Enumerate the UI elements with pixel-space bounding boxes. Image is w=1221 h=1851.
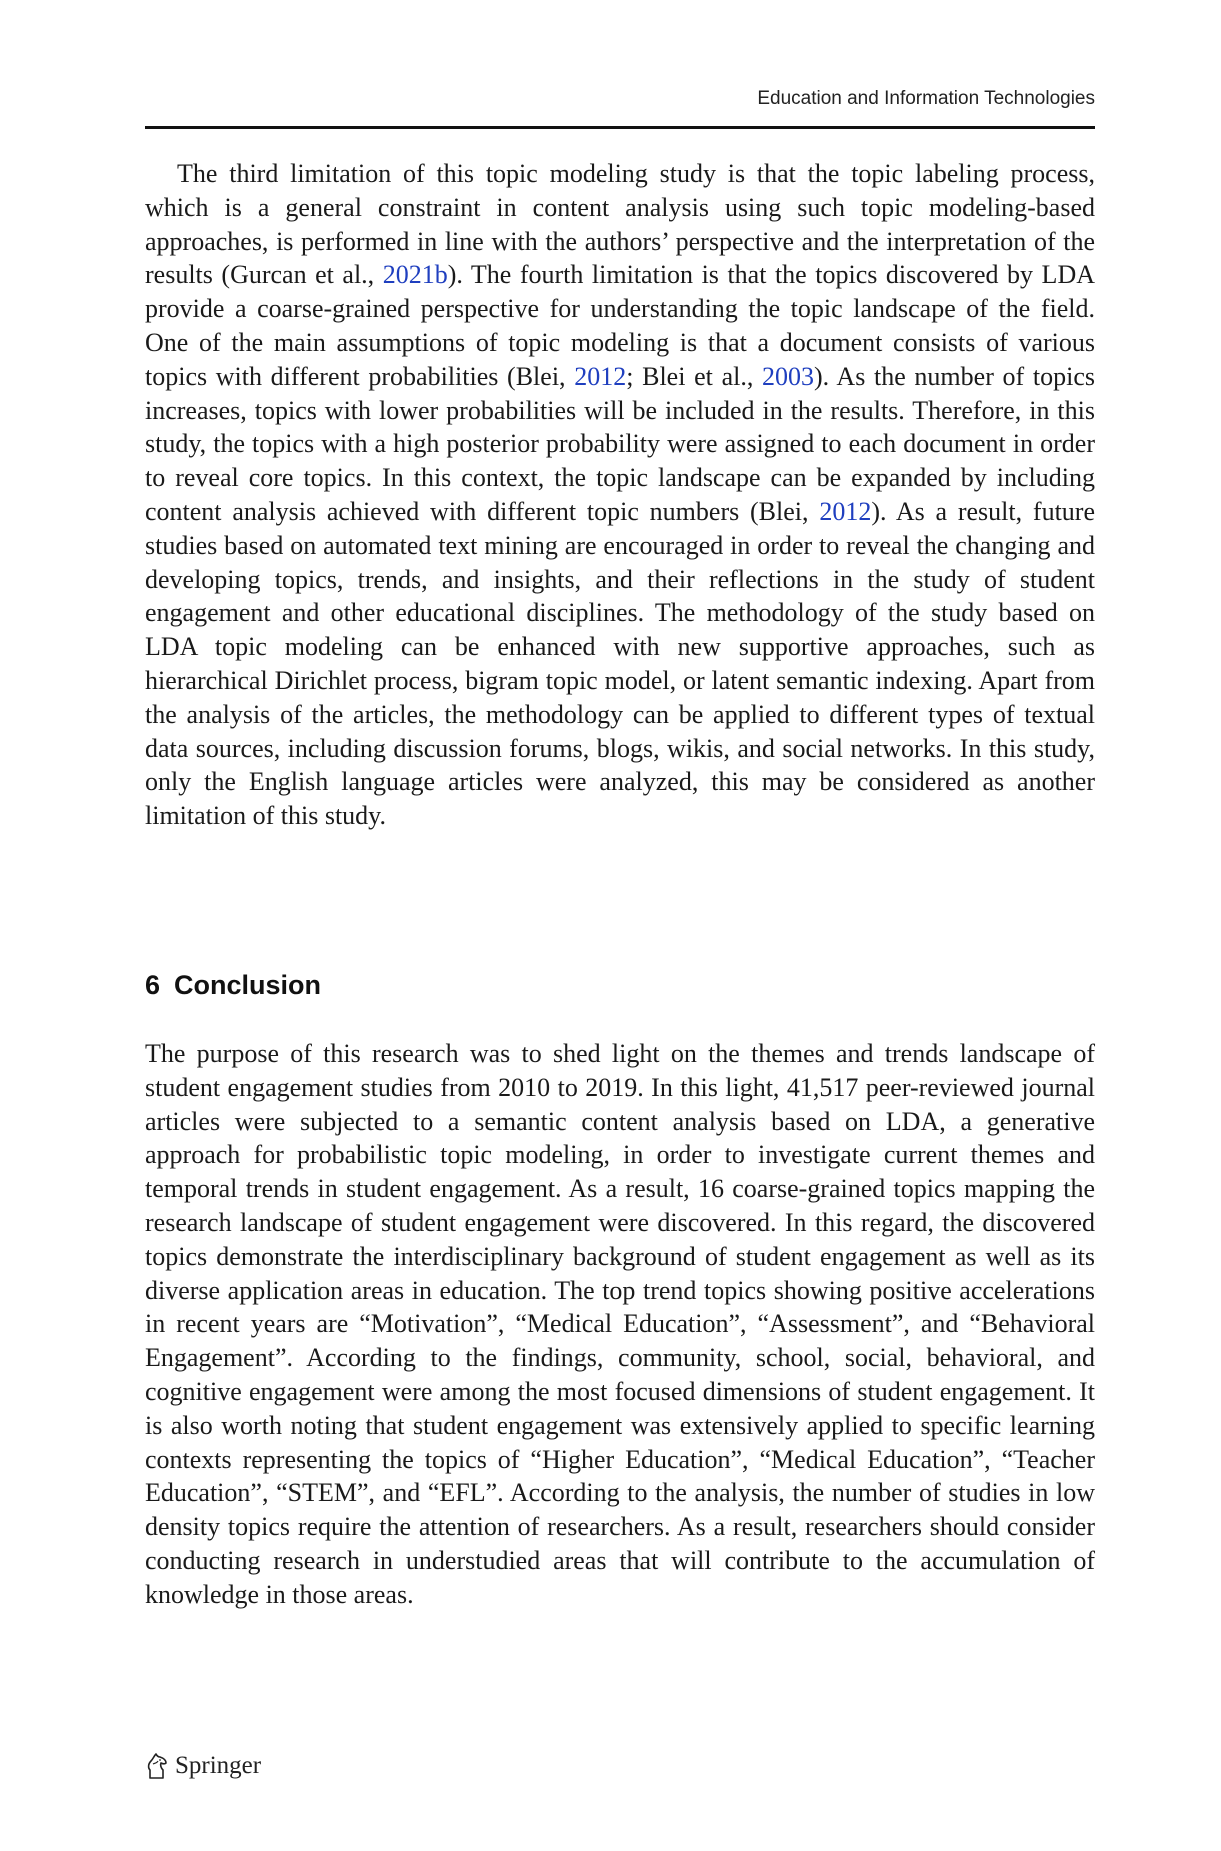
publisher-name: Springer: [175, 1752, 262, 1779]
springer-horse-icon: [145, 1752, 169, 1780]
header-rule: [145, 126, 1095, 129]
page-footer: [145, 1752, 261, 1780]
section-heading: [145, 970, 321, 1001]
paragraph-text: ). As the number of topics increases, topics with lower probabilities will be included in the results. Therefore, in this study, the topics with a high posterior probability were assigned to each document in order to reveal core topics. In this context, the topic landscape can be expanded by including content analysis achieved with different topic numbers (Blei,: [145, 361, 1095, 526]
paragraph-text: ). As a result, future studies based on automated text mining are encouraged in order to reveal the changing and developing topics, trends, and insights, and their reflections in the study of student engagement and other educational disciplines. The methodology of the study based on LDA topic modeling can be enhanced with new supportive approaches, such as hierarchical Dirichlet process, bigram topic model, or latent semantic indexing. Apart from the analysis of the articles, the methodology can be applied to different types of textual data sources, including discussion forums, blogs, wikis, and social networks. In this study, only the English language articles were analyzed, this may be considered as another limitation of this study.: [145, 496, 1095, 831]
citation-link[interactable]: 2012: [819, 496, 872, 526]
paragraph-text: ). The fourth limitation is that the topics discovered by LDA provide a coarse-grained perspective for understanding the topic landscape of the field. One of the main assumptions of topic modeling is that a document consists of various topics with different probabilities (Blei,: [145, 260, 1095, 391]
limitations-paragraph: [145, 157, 1095, 833]
section-title: Conclusion: [174, 970, 322, 1000]
citation-link[interactable]: 2012: [574, 361, 627, 391]
section-number: 6: [145, 970, 161, 1000]
paragraph-text: ; Blei et al.,: [626, 361, 763, 391]
running-head: [145, 88, 1095, 110]
conclusion-paragraph: The purpose of this research was to shed light on the themes and trends landscape of student engagement studies from 2010 to 2019. In this light, 41,517 peer-reviewed journal articles were subjected to a semantic content analysis based on LDA, a generative approach for probabilistic topic modeling, in order to investigate current themes and temporal trends in student engagement. As a result, 16 coarse-grained topics mapping the research landscape of student engagement were discovered. In this regard, the discovered topics demonstrate the interdisciplinary background of student engagement as well as its diverse application areas in education. The top trend topics showing positive accelerations in recent years are “Motivation”, “Medical Education”, “Assessment”, and “Behavioral Engagement”. According to the findings, community, school, social, behavioral, and cognitive engagement were among the most focused dimensions of student engagement. It is also worth noting that student engagement was extensively applied to specific learning contexts representing the topics of “Higher Education”, “Medical Education”, “Teacher Education”, “STEM”, and “EFL”. According to the analysis, the number of studies in low density topics require the attention of researchers. As a result, researchers should consider conducting research in understudied areas that will contribute to the accumulation of knowledge in those areas.: [145, 1039, 1095, 1609]
journal-title: Education and Information Technologies: [757, 88, 1095, 109]
citation-link[interactable]: 2003: [762, 361, 815, 391]
paragraph-text: The third limitation of this topic modeling study is that the topic labeling process, which is a general constraint in content analysis using such topic modeling-based approaches, is performed in line with the authors’ perspective and the interpretation of the results (Gurcan et al.,: [145, 159, 1095, 290]
citation-link[interactable]: 2021b: [382, 260, 448, 290]
